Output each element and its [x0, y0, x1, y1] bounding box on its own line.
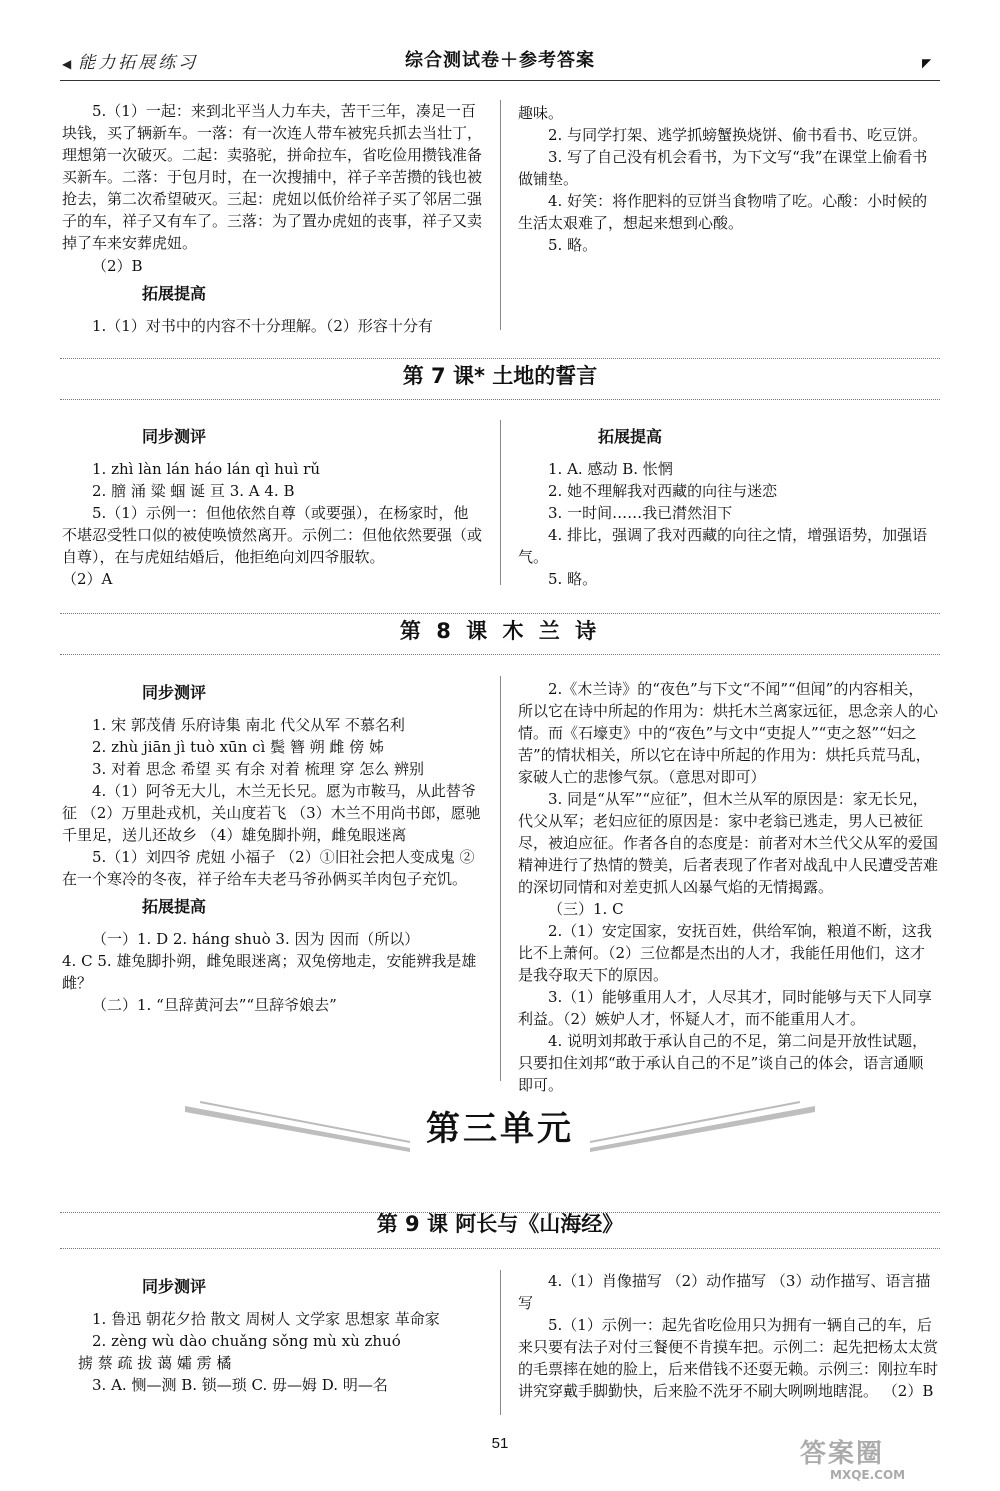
lesson-7-right-item: 5. 略。: [548, 570, 598, 588]
triangle-icon-right: ◤: [922, 56, 932, 70]
lesson-8-right-item: 2.《木兰诗》的“夜色”与下文“不闻”“但闻”的内容相关，所以它在诗中所起的作用为：烘托木兰离家远征，思念亲人的心情。而《石壕吏》中的“夜色”与文中“吏捉人”“吏之怒”“妇之苦”的情状相关，所以它在诗中所起的作用为：烘托兵荒马乱，家破人亡的悲惨气氛。（意思对即可）: [518, 680, 939, 786]
s1-left-item: 5.（1）一起：来到北平当人力车夫，苦干三年，凑足一百块钱，买了辆新车。一落：有一次连人带车被宪兵抓去当壮丁，理想第一次破灭。二起：卖骆驼，拼命拉车，省吃俭用攒钱准备买新车。二落：于包月时，在一次搜捕中，祥子辛苦攒的钱也被抢去，第二次希望破灭。三起：虎妞以低价给祥子买了邻居二强子的车，祥子又有车了。三落：为了置办虎妞的丧事，祥子又卖掉了车来安葬虎妞。: [62, 102, 483, 252]
s1-right-item: 2. 与同学打架、逃学抓螃蟹换烧饼、偷书看书、吃豆饼。: [548, 126, 928, 144]
column-divider: [500, 100, 501, 330]
lesson-7-section-heading: 同步测评: [142, 427, 207, 446]
lesson-8-left-item: 2. zhù jiān jì tuò xūn cì 鬓 簪 朔 雌 傍 姊: [92, 738, 384, 756]
lesson-9-left-column: [62, 1270, 482, 1396]
lesson-8-right-item: 4. 说明刘邦敢于承认自己的不足，第二问是开放性试题，只要扣住刘邦“敢于承认自己的不足”谈自己的体会，语言通顺即可。: [518, 1032, 928, 1094]
s1-section-heading: 拓展提高: [142, 284, 207, 303]
lesson-7-left-item: 5.（1）示例一：但他依然自尊（或要强），在杨家时，他不堪忍受牲口似的被使唤愤然离开。示例二：但他依然要强（或自尊），在与虎妞结婚后，他拒绝向刘四爷服软。: [62, 504, 483, 566]
s1-left-item: 1.（1）对书中的内容不十分理解。（2）形容十分有: [92, 317, 433, 335]
dotted-divider: [60, 654, 940, 655]
column-divider: [500, 676, 501, 1081]
header-left-text: 能力拓展练习: [78, 53, 199, 73]
lesson-8-right-item: 3.（1）能够重用人才，人尽其才，同时能够与天下人同享利益。（2）嫉妒人才，怀疑人才，而不能重用人才。: [518, 988, 932, 1028]
lesson-7-title: 第 7 课* 土地的誓言: [402, 364, 598, 388]
s1-right-item: 4. 好笑：将作肥料的豆饼当食物啃了吃。心酸：小时候的生活太艰难了，想起来想到心酸。: [518, 192, 928, 232]
s1-left-column: [62, 100, 482, 337]
unit-title: 第三单元: [426, 1109, 574, 1149]
lesson-9-right-item: 4.（1）肖像描写 （2）动作描写 （3）动作描写、语言描写: [518, 1272, 931, 1312]
lesson-8-left-item: 1. 宋 郭茂倩 乐府诗集 南北 代父从军 不慕名利: [92, 716, 405, 734]
lesson-8-right-item: 3. 同是“从军”“应征”，但木兰从军的原因是：家无长兄，代父从军；老妇应征的原因是：家中老翁已逃走，男人已被征尽，被迫应征。作者各自的态度是：前者对木兰代父从军的爱国精神进行了热情的赞美，后者表现了作者对战乱中人民遭受苦难的深切同情和对差吏抓人凶暴气焰的无情揭露。: [518, 790, 939, 896]
lesson-8-left-column: [62, 676, 482, 1016]
lesson-8-left-item: 3. 对着 思念 希望 买 有余 对着 梳理 穿 怎么 辨别: [92, 760, 424, 778]
lesson-8-left-item: （二）1. “旦辞黄河去”“旦辞爷娘去”: [92, 996, 337, 1014]
watermark-line-1: 答案圈: [800, 1439, 885, 1469]
watermark-logo: [800, 1440, 985, 1484]
dotted-divider: [60, 358, 940, 359]
s1-right-item: 5. 略。: [548, 236, 598, 254]
lesson-7-right-item: 2. 她不理解我对西藏的向往与迷恋: [548, 482, 778, 500]
lesson-8-left-item: 5.（1）刘四爷 虎妞 小福子 （2）①旧社会把人变成鬼 ②在一个寒冷的冬夜，祥子给车夫老马爷孙俩买羊肉包子充饥。: [62, 848, 475, 888]
lesson-7-section-heading: 拓展提高: [598, 427, 663, 446]
lesson-7-right-column: [518, 420, 938, 590]
column-divider: [500, 1270, 501, 1415]
lesson-9-title: 第 9 课 阿长与《山海经》: [376, 1212, 624, 1236]
lesson-7-right-item: 3. 一时间……我已潸然泪下: [548, 504, 733, 522]
triangle-icon: ◀: [62, 57, 75, 71]
header-divider: [60, 80, 940, 81]
lesson-7-left-column: [62, 420, 482, 590]
lesson-8-right-column: [518, 678, 938, 1096]
s1-left-item: （2）B: [92, 257, 143, 275]
lesson-9-right-item: 5.（1）示例一：起先省吃俭用只为拥有一辆自己的车，后来只要有法子对付三餐便不肯摸车把。示例二：起先把杨太太赏的毛票摔在她的脸上，后来借钱不还耍无赖。示例三：刚拉车时讲究穿戴手脚勤快，后来脸不洗牙不刷大咧咧地瞎混。 （2）B: [518, 1316, 939, 1400]
lesson-7-left-item: （2）A: [62, 570, 113, 588]
s1-right-item: 3. 写了自己没有机会看书，为下文写“我”在课堂上偷看书做铺垫。: [518, 148, 928, 188]
lesson-9-left-item: 掳 蔡 疏 拔 蔼 孀 雳 橘: [78, 1354, 232, 1372]
lesson-8-left-item: （一）1. D 2. háng shuò 3. 因为 因而（所以）: [92, 930, 420, 948]
s1-right-column: [518, 102, 938, 256]
lesson-9-right-column: [518, 1270, 938, 1402]
header-book-title: 综合测试卷＋参考答案: [405, 50, 595, 71]
lesson-8-left-item: 4. C 5. 雄兔脚扑朔，雌兔眼迷离；双兔傍地走，安能辨我是雄雌？: [62, 952, 477, 992]
lesson-9-left-item: 1. 鲁迅 朝花夕拾 散文 周树人 文学家 思想家 革命家: [92, 1310, 440, 1328]
s1-right-item: 趣味。: [518, 104, 564, 122]
lesson-8-section-heading: 同步测评: [142, 683, 207, 702]
column-divider: [500, 420, 501, 585]
lesson-7-left-item: 2. 膪 涌 粱 蝈 诞 亘 3. A 4. B: [92, 482, 295, 500]
lesson-9-left-item: 3. A. 恻—测 B. 锁—琐 C. 毋—姆 D. 明—名: [92, 1376, 388, 1394]
lesson-8-section-heading: 拓展提高: [142, 897, 207, 916]
page-number: 51: [491, 1435, 509, 1452]
lesson-7-right-item: 1. A. 感动 B. 怅惘: [548, 460, 673, 478]
dotted-divider: [60, 1248, 940, 1249]
lesson-8-right-item: （三）1. C: [548, 900, 624, 918]
lesson-7-left-item: 1. zhì làn lán háo lán qì huì rǔ: [92, 460, 321, 478]
dotted-divider: [60, 399, 940, 400]
watermark-line-2: MXQE.COM: [830, 1468, 906, 1482]
lesson-9-section-heading: 同步测评: [142, 1277, 207, 1296]
lesson-7-right-item: 4. 排比，强调了我对西藏的向往之情，增强语势，加强语气。: [518, 526, 928, 566]
lesson-8-right-item: 2.（1）安定国家，安抚百姓，供给军饷，粮道不断，这我比不上萧何。（2）三位都是杰出的人才，我能任用他们，这才是我夺取天下的原因。: [518, 922, 932, 984]
lesson-9-left-item: 2. zèng wù dào chuǎng sǒng mù xù zhuó: [92, 1332, 401, 1350]
dotted-divider: [60, 613, 940, 614]
lesson-8-left-item: 4.（1）阿爷无大儿，木兰无长兄。愿为市鞍马，从此替爷征 （2）万里赴戎机，关山度若飞 （3）木兰不用尚书郎，愿驰千里足，送儿还故乡 （4）雄兔脚扑朔，雌兔眼迷离: [62, 782, 481, 844]
lesson-8-title: 第 8 课 木 兰 诗: [399, 619, 601, 643]
